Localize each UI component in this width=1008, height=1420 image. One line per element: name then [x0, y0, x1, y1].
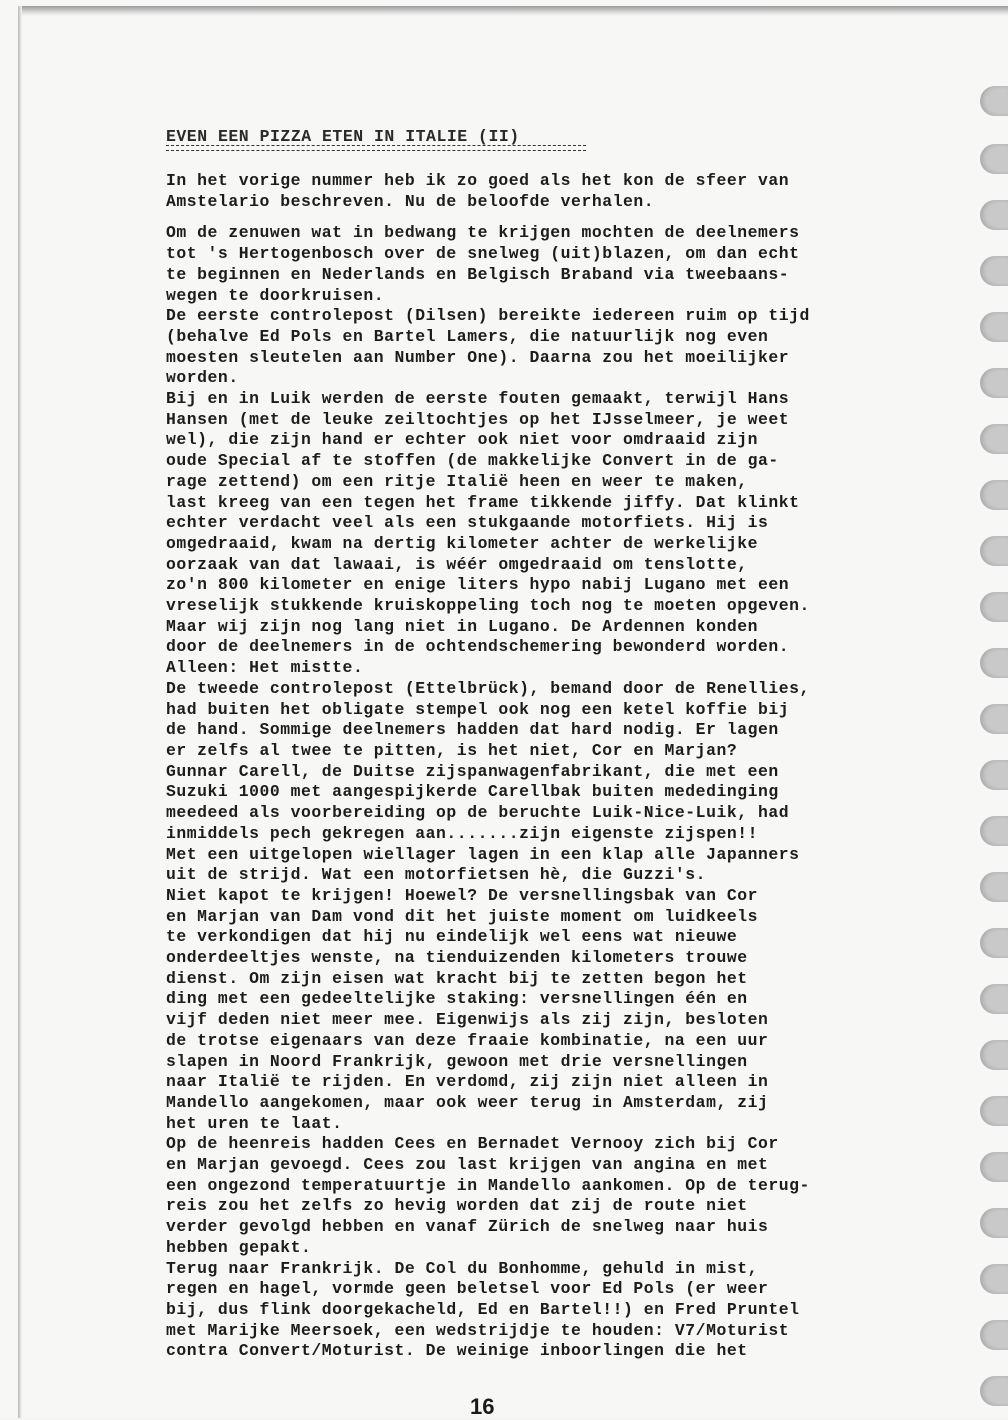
binder-hole-icon — [980, 368, 1008, 398]
binder-hole-icon — [980, 872, 1008, 902]
binder-hole-icon — [980, 1040, 1008, 1070]
article-title: EVEN EEN PIZZA ETEN IN ITALIE (II) — [166, 127, 520, 146]
binder-hole-icon — [980, 480, 1008, 510]
paragraph-gap — [166, 212, 956, 223]
binder-hole-icon — [980, 86, 1008, 116]
text-line: onderdeeltjes wenste, na tienduizenden kilometers trouwe — [166, 948, 748, 968]
binder-hole-icon — [980, 424, 1008, 454]
binder-hole-icon — [980, 1096, 1008, 1126]
text-line: verder gevolgd hebben en vanaf Zürich de snelweg naar huis — [166, 1217, 769, 1237]
paragraph-intro — [166, 171, 956, 212]
text-line: Op de heenreis hadden Cees en Bernadet Vernooy zich bij Cor — [166, 1134, 779, 1154]
text-line: worden. — [166, 368, 239, 388]
text-line: de hand. Sommige deelnemers hadden dat hard nodig. Er lagen — [166, 720, 779, 740]
text-line: Terug naar Frankrijk. De Col du Bonhomme, gehuld in mist, — [166, 1258, 759, 1278]
text-line: reis zou het zelfs zo hevig worden dat zij de route niet — [166, 1196, 748, 1216]
text-line: rage zettend) om een ritje Italië heen en weer te maken, — [166, 471, 748, 491]
binder-hole-icon — [980, 928, 1008, 958]
text-line: Met een uitgelopen wiellager lagen in een klap alle Japanners — [166, 844, 800, 864]
text-line: bij, dus flink doorgekacheld, Ed en Bartel!!) en Fred Pruntel — [166, 1299, 800, 1319]
text-line: last kreeg van een tegen het frame tikkende jiffy. Dat klinkt — [166, 492, 800, 512]
text-line: omgedraaid, kwam na dertig kilometer achter de werkelijke — [166, 533, 759, 553]
text-line: oorzaak van dat lawaai, is wéér omgedraaid om tenslotte, — [166, 554, 748, 574]
text-line: inmiddels pech gekregen aan.......zijn eigenste zijspen!! — [166, 823, 759, 843]
page-top-edge — [22, 6, 1008, 16]
text-line: Alleen: Het mistte. — [166, 658, 364, 678]
text-line: de trotse eigenaars van deze fraaie kombinatie, na een uur — [166, 1030, 769, 1050]
text-line: en Marjan van Dam vond dit het juiste moment om luidkeels — [166, 906, 759, 926]
binder-hole-icon — [980, 648, 1008, 678]
text-line: Amstelario beschreven. Nu de beloofde verhalen. — [166, 191, 655, 211]
text-line: er zelfs al twee te pitten, is het niet, Cor en Marjan? — [166, 740, 738, 760]
text-line: Om de zenuwen wat in bedwang te krijgen mochten de deelnemers — [166, 223, 800, 243]
binder-hole-icon — [980, 312, 1008, 342]
text-line: tot 's Hertogenbosch over de snelweg (uit)blazen, om dan echt — [166, 244, 800, 264]
text-line: wegen te doorkruisen. — [166, 285, 385, 305]
text-line: contra Convert/Moturist. De weinige inboorlingen die het — [166, 1341, 748, 1361]
binder-hole-icon — [980, 144, 1008, 174]
text-line: Niet kapot te krijgen! Hoewel? De versnellingsbak van Cor — [166, 885, 759, 905]
text-line: moesten sleutelen aan Number One). Daarna zou het moeilijker — [166, 347, 790, 367]
binder-hole-icon — [980, 704, 1008, 734]
text-line: Maar wij zijn nog lang niet in Lugano. De Ardennen konden — [166, 616, 759, 636]
text-line: dienst. Om zijn eisen wat kracht bij te zetten begon het — [166, 968, 748, 988]
page-left-edge — [18, 6, 22, 1418]
binder-holes — [972, 86, 1008, 1418]
text-line: naar Italië te rijden. En verdomd, zij zijn niet alleen in — [166, 1072, 769, 1092]
text-line: slapen in Noord Frankrijk, gewoon met drie versnellingen — [166, 1051, 748, 1071]
text-line: te verkondigen dat hij nu eindelijk wel eens wat nieuwe — [166, 927, 738, 947]
text-line: Suzuki 1000 met aangespijkerde Carellbak buiten mededinging — [166, 782, 779, 802]
text-line: een ongezond temperatuurtje in Mandello aankomen. Op de terug- — [166, 1175, 810, 1195]
text-line: echter verdacht veel als een stukgaande motorfiets. Hij is — [166, 513, 769, 533]
article — [166, 126, 956, 1362]
text-line: oude Special af te stoffen (de makkelijke Convert in de ga- — [166, 451, 779, 471]
binder-hole-icon — [980, 256, 1008, 286]
binder-hole-icon — [980, 1264, 1008, 1294]
binder-hole-icon — [980, 592, 1008, 622]
text-line: De tweede controlepost (Ettelbrück), bemand door de Renellies, — [166, 678, 810, 698]
binder-hole-icon — [980, 760, 1008, 790]
text-line: De eerste controlepost (Dilsen) bereikte iedereen ruim op tijd — [166, 306, 810, 326]
text-line: wel), die zijn hand er echter ook niet voor omdraaid zijn — [166, 430, 759, 450]
binder-hole-icon — [980, 1376, 1008, 1406]
text-line: Gunnar Carell, de Duitse zijspanwagenfabrikant, die met een — [166, 761, 779, 781]
text-line: regen en hagel, vormde geen beletsel voor Ed Pols (er weer — [166, 1279, 769, 1299]
text-line: te beginnen en Nederlands en Belgisch Braband via tweebaans- — [166, 264, 790, 284]
binder-hole-icon — [980, 816, 1008, 846]
text-line: met Marijke Meersoek, een wedstrijdje te houden: V7/Moturist — [166, 1320, 790, 1340]
text-line: Bij en in Luik werden de eerste fouten gemaakt, terwijl Hans — [166, 389, 790, 409]
text-line: ding met een gedeeltelijke staking: versnellingen één en — [166, 989, 748, 1009]
binder-hole-icon — [980, 536, 1008, 566]
text-line: en Marjan gevoegd. Cees zou last krijgen van angina en met — [166, 1155, 769, 1175]
text-line: Mandello aangekomen, maar ook weer terug in Amsterdam, zij — [166, 1092, 769, 1112]
binder-hole-icon — [980, 200, 1008, 230]
text-line: meedeed als voorbereiding op de beruchte Luik-Nice-Luik, had — [166, 803, 790, 823]
text-line: hebben gepakt. — [166, 1237, 312, 1257]
paragraph-body — [166, 223, 956, 1362]
text-line: door de deelnemers in de ochtendschemering bewonderd worden. — [166, 637, 790, 657]
binder-hole-icon — [980, 1208, 1008, 1238]
text-line: had buiten het obligate stempel ook nog een ketel koffie bij — [166, 699, 790, 719]
text-line: vreselijk stukkende kruiskoppeling toch nog te moeten opgeven. — [166, 596, 810, 616]
text-line: het uren te laat. — [166, 1113, 343, 1133]
text-line: (behalve Ed Pols en Bartel Lamers, die natuurlijk nog even — [166, 326, 769, 346]
text-line: zo'n 800 kilometer en enige liters hypo nabij Lugano met een — [166, 575, 790, 595]
text-line: vijf deden niet meer mee. Eigenwijs als zij zijn, besloten — [166, 1010, 769, 1030]
text-line: In het vorige nummer heb ik zo goed als het kon de sfeer van — [166, 171, 790, 190]
binder-hole-icon — [980, 1320, 1008, 1350]
binder-hole-icon — [980, 1152, 1008, 1182]
binder-hole-icon — [980, 984, 1008, 1014]
page-number: 16 — [470, 1394, 495, 1419]
text-line: Hansen (met de leuke zeiltochtjes op het IJsselmeer, je weet — [166, 409, 790, 429]
text-line: uit de strijd. Wat een motorfietsen hè, die Guzzi's. — [166, 865, 707, 885]
